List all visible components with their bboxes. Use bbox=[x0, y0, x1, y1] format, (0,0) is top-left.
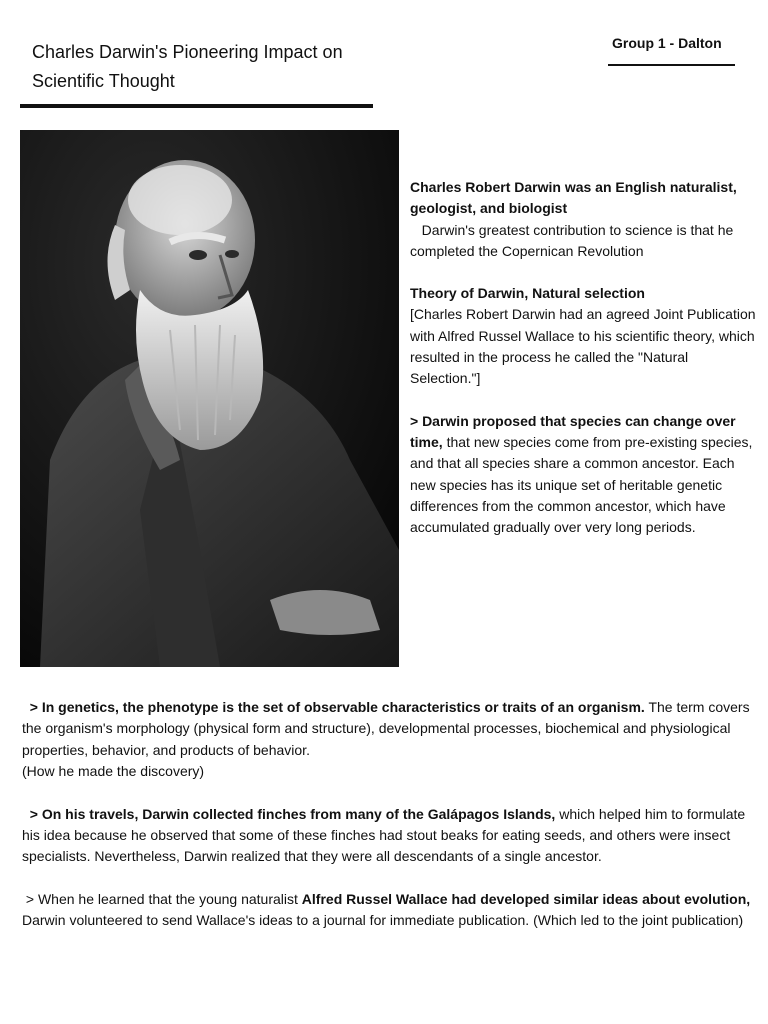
species-heading: > Darwin proposed that species can change over time, bbox=[410, 412, 736, 450]
discovery-note: (How he made the discovery) bbox=[22, 763, 205, 780]
wallace-paragraph bbox=[22, 889, 757, 932]
wallace-lead: > When he learned that the young naturalist bbox=[25, 890, 298, 907]
theory-paragraph bbox=[410, 283, 760, 389]
finches-paragraph bbox=[22, 804, 757, 868]
species-paragraph bbox=[410, 411, 760, 539]
wallace-heading: Alfred Russel Wallace had developed similar ideas about evolution, bbox=[301, 890, 751, 907]
darwin-portrait-icon bbox=[20, 130, 399, 667]
title-underline bbox=[20, 104, 373, 108]
intro-paragraph bbox=[410, 177, 760, 262]
intro-column bbox=[410, 177, 760, 559]
genetics-paragraph bbox=[22, 697, 757, 783]
genetics-heading: > In genetics, the phenotype is the set of observable characteristics or traits of an organism. bbox=[29, 699, 645, 715]
intro-heading: Charles Robert Darwin was an English naturalist, geologist, and biologist bbox=[410, 179, 737, 217]
body-section bbox=[22, 697, 757, 953]
intro-text: Darwin's greatest contribution to science is that he completed the Copernican Revolution bbox=[410, 221, 734, 259]
group-underline bbox=[608, 64, 735, 66]
theory-heading: Theory of Darwin, Natural selection bbox=[410, 285, 645, 302]
genetics-text: The term covers the organism's morphology (physical form and structure), developmental processes, biochemical and physiological properties, behavior, and products of behavior. bbox=[22, 699, 750, 758]
finches-text: which helped him to formulate his idea because he observed that some of these finches had stout beaks for eating seeds, and others were insect specialists. Nevertheless, Darwin realized that they were all descendants of a single ancestor. bbox=[22, 805, 746, 865]
species-text: that new species come from pre-existing species, and that all species share a common ancestor. Each new species has its unique set of heritable genetic differences from the common ancestor, which have accumulated gradually over very long periods. bbox=[410, 433, 753, 536]
page-title: Charles Darwin's Pioneering Impact on Scientific Thought bbox=[32, 42, 343, 91]
group-label: Group 1 - Dalton bbox=[612, 35, 722, 51]
finches-heading: > On his travels, Darwin collected finches from many of the Galápagos Islands, bbox=[29, 805, 556, 822]
wallace-text: Darwin volunteered to send Wallace's ideas to a journal for immediate publication. (Which led to the joint publication) bbox=[22, 912, 744, 929]
darwin-portrait bbox=[20, 130, 399, 667]
theory-text: [Charles Robert Darwin had an agreed Joint Publication with Alfred Russel Wallace to his scientific theory, which resulted in the process he called the "Natural Selection."] bbox=[410, 306, 756, 387]
